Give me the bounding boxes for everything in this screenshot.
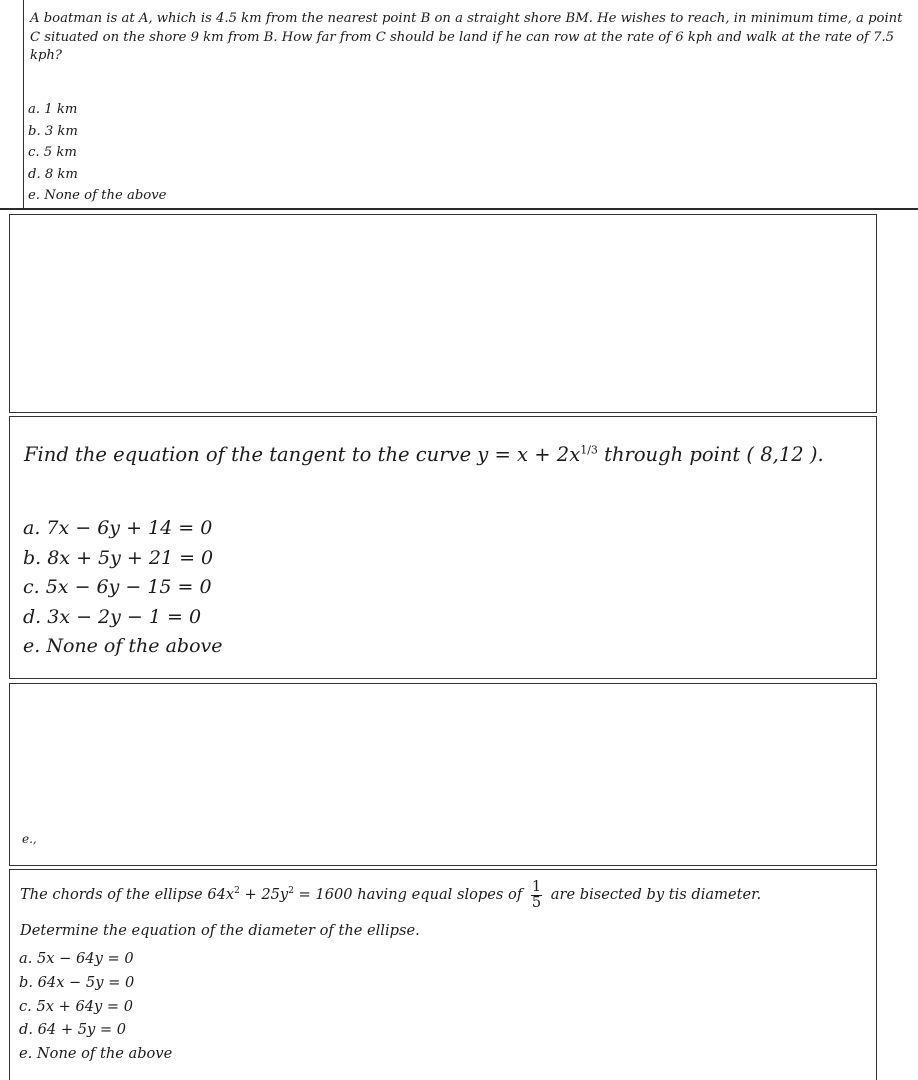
- blank-answer-box: [9, 683, 877, 866]
- option-c[interactable]: c. 5 km: [28, 145, 77, 161]
- question-1-block: [23, 0, 917, 209]
- q3-part3: = 1600 having equal slopes of: [293, 886, 527, 904]
- q3-part4: are bisected by tis diameter.: [546, 886, 762, 904]
- slope-denominator: 5: [531, 893, 542, 911]
- option-b[interactable]: b. 8x + 5y + 21 = 0: [23, 546, 214, 569]
- option-a[interactable]: a. 5x − 64y = 0: [19, 950, 134, 967]
- q3-part1: The chords of the ellipse 64x: [20, 886, 235, 904]
- option-e[interactable]: e. None of the above: [28, 188, 167, 204]
- option-d[interactable]: d. 64 + 5y = 0: [19, 1021, 127, 1039]
- slope-fraction: [531, 880, 542, 910]
- question-2-prefix: Find the equation of the tangent to the curve y = x + 2x: [24, 443, 581, 466]
- question-1-text: A boatman is at A, which is 4.5 km from the nearest point B on a straight shore BM. He wishes to reach, in minimum time, a point C situated on the shore 9 km from B. How far from C should be land if he can row at the rate of 6 kph and walk at the rate of 7.5 kph?: [30, 11, 903, 63]
- question-2-suffix: through point ( 8,12 ).: [597, 443, 824, 466]
- question-3-block: [9, 869, 877, 1080]
- option-e[interactable]: e. None of the above: [23, 635, 223, 658]
- divider: [0, 208, 918, 210]
- option-c[interactable]: c. 5x − 6y − 15 = 0: [23, 576, 212, 599]
- blank-answer-box: [9, 214, 877, 413]
- stray-mark: e.,: [22, 832, 37, 846]
- question-2-block: [9, 416, 877, 679]
- question-3-options: [19, 947, 172, 1066]
- option-a[interactable]: a. 1 km: [28, 102, 78, 117]
- question-2-options: [23, 514, 222, 662]
- option-b[interactable]: b. 64x − 5y = 0: [19, 973, 135, 991]
- exponent: 1/3: [580, 443, 598, 457]
- q3-part2: + 25y: [239, 886, 289, 904]
- option-b[interactable]: b. 3 km: [28, 123, 78, 139]
- q3-sq1: 2: [234, 886, 240, 897]
- question-2-text: [24, 443, 824, 466]
- option-d[interactable]: d. 3x − 2y − 1 = 0: [23, 605, 202, 628]
- question-1-options: [28, 99, 166, 207]
- option-e[interactable]: e. None of the above: [19, 1045, 173, 1063]
- slope-numerator: 1: [531, 878, 542, 895]
- question-3-text: [20, 880, 761, 910]
- option-a[interactable]: a. 7x − 6y + 14 = 0: [23, 517, 213, 539]
- option-c[interactable]: c. 5x + 64y = 0: [19, 997, 134, 1015]
- q3-sq2: 2: [288, 886, 294, 897]
- option-d[interactable]: d. 8 km: [28, 166, 78, 182]
- question-3-text-line2: Determine the equation of the diameter of the ellipse.: [20, 922, 420, 939]
